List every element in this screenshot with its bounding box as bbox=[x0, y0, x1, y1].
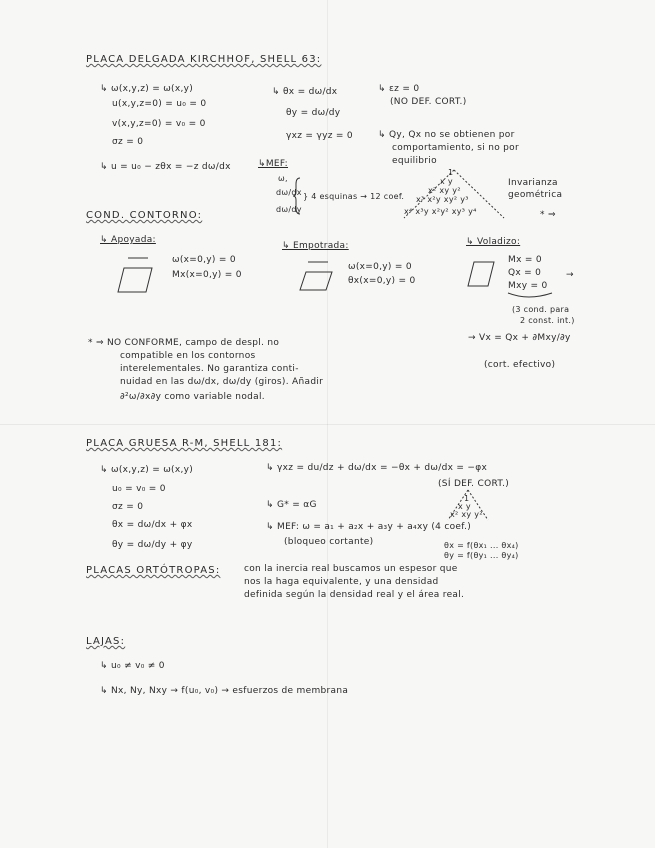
voladizo-note: (3 cond. para bbox=[512, 305, 570, 314]
voladizo-brace bbox=[508, 293, 552, 297]
mef-label: ↳MEF: bbox=[258, 159, 289, 169]
voladizo-eq: Mxy = 0 bbox=[508, 281, 548, 291]
kirchhoff-eq: ↳ ω(x,y,z) = ω(x,y) bbox=[100, 84, 194, 94]
kirchhoff-eq: γxz = γyz = 0 bbox=[286, 131, 353, 141]
kirchhoff-note: ↳ Qy, Qx no se obtienen por bbox=[378, 130, 515, 140]
pascal-outline bbox=[448, 490, 488, 520]
empotrada-eq: ω(x=0,y) = 0 bbox=[348, 262, 412, 272]
mindlin-eq: θy = dω/dy + φy bbox=[112, 540, 193, 550]
voladizo-arrow: → bbox=[566, 270, 574, 280]
mef-var: dω/dx bbox=[276, 188, 302, 197]
pascal-row: 1 bbox=[464, 494, 470, 503]
mindlin-title: PLACA GRUESA R-M, SHELL 181: bbox=[86, 438, 283, 449]
lajas-eq: ↳ u₀ ≠ v₀ ≠ 0 bbox=[100, 661, 165, 671]
kirchhoff-note: (NO DEF. CORT.) bbox=[390, 97, 467, 107]
kirchhoff-eq: σz = 0 bbox=[112, 137, 144, 147]
empotrada-label: ↳ Empotrada: bbox=[282, 241, 349, 251]
voladizo-note: 2 const. int.) bbox=[520, 316, 575, 325]
kirchhoff-eq: θy = dω/dy bbox=[286, 108, 341, 118]
kirchhoff-title: PLACA DELGADA KIRCHHOF, SHELL 63: bbox=[86, 54, 322, 65]
non-conform-line: interelementales. No garantiza conti- bbox=[120, 364, 299, 374]
mef-var: ω, bbox=[278, 174, 288, 183]
mindlin-eq: θy = f(θy₁ ... θy₄) bbox=[444, 551, 519, 560]
pascal-row: x y bbox=[458, 502, 471, 511]
kirchhoff-note: ↳ εz = 0 bbox=[378, 84, 420, 94]
kirchhoff-note: equilibrio bbox=[392, 156, 437, 166]
ortotropas-text: definida según la densidad real y el área real. bbox=[244, 590, 465, 600]
pascal-outline bbox=[404, 170, 504, 218]
mef-brace-text: } 4 esquinas → 12 coef. bbox=[303, 192, 405, 201]
mindlin-eq: σz = 0 bbox=[112, 502, 144, 512]
vx-equation: → Vx = Qx + ∂Mxy/∂y bbox=[468, 333, 571, 343]
kirchhoff-eq: ↳ u = u₀ − zθx = −z dω/dx bbox=[100, 162, 231, 172]
lajas-title: LAJAS: bbox=[86, 636, 126, 647]
mindlin-note: (SÍ DEF. CORT.) bbox=[438, 479, 510, 489]
mef-brace bbox=[293, 178, 300, 214]
pascal-row: 1 bbox=[448, 168, 454, 177]
invariance-label: geométrica bbox=[508, 190, 563, 200]
ortotropas-text: nos la haga equivalente, y una densidad bbox=[244, 577, 439, 587]
mef-var: dω/dy bbox=[276, 205, 302, 214]
ortotropas-title: PLACAS ORTÓTROPAS: bbox=[86, 565, 221, 576]
voladizo-label: ↳ Voladizo: bbox=[466, 237, 521, 247]
kirchhoff-eq: ↳ θx = dω/dx bbox=[272, 87, 338, 97]
pascal-row: x y bbox=[440, 177, 453, 186]
kirchhoff-eq: v(x,y,z=0) = v₀ = 0 bbox=[112, 119, 206, 129]
kirchhoff-note: comportamiento, si no por bbox=[392, 143, 519, 153]
apoyada-eq: ω(x=0,y) = 0 bbox=[172, 255, 236, 265]
mindlin-eq: ↳ G* = αG bbox=[266, 500, 317, 510]
boundary-title: COND. CONTORNO: bbox=[86, 210, 203, 221]
lajas-eq: ↳ Nx, Ny, Nxy → f(u₀, v₀) → esfuerzos de membrana bbox=[100, 686, 349, 696]
empotrada-plate bbox=[300, 272, 332, 290]
kirchhoff-eq: u(x,y,z=0) = u₀ = 0 bbox=[112, 99, 207, 109]
mindlin-eq: ↳ γxz = du/dz + dω/dx = −θx + dω/dx = −φx bbox=[266, 463, 488, 473]
mindlin-eq: θx = f(θx₁ ... θx₄) bbox=[444, 541, 519, 550]
mindlin-eq: θx = dω/dx + φx bbox=[112, 520, 193, 530]
non-conform-line: ∂²ω/∂x∂y como variable nodal. bbox=[120, 392, 265, 402]
apoyada-plate bbox=[118, 268, 152, 292]
voladizo-eq: Qx = 0 bbox=[508, 268, 542, 278]
pascal-row: x² xy y² bbox=[428, 186, 461, 195]
ortotropas-text: con la inercia real buscamos un espesor que bbox=[244, 564, 458, 574]
apoyada-label: ↳ Apoyada: bbox=[100, 235, 156, 245]
voladizo-eq: Mx = 0 bbox=[508, 255, 542, 265]
mindlin-note: (bloqueo cortante) bbox=[284, 537, 374, 547]
apoyada-eq: Mx(x=0,y) = 0 bbox=[172, 270, 242, 280]
pascal-row: x² xy y² bbox=[450, 510, 483, 519]
non-conform-line: compatible en los contornos bbox=[120, 351, 256, 361]
invariance-label: Invarianza bbox=[508, 178, 558, 188]
non-conform-line: * ⇒ NO CONFORME, campo de despl. no bbox=[88, 338, 280, 348]
mindlin-eq: u₀ = v₀ = 0 bbox=[112, 484, 166, 494]
mindlin-eq: ↳ MEF: ω = a₁ + a₂x + a₃y + a₄xy (4 coef.) bbox=[266, 522, 472, 532]
voladizo-plate bbox=[468, 262, 494, 286]
non-conform-line: nuidad en las dω/dx, dω/dy (giros). Añadir bbox=[120, 377, 324, 387]
empotrada-eq: θx(x=0,y) = 0 bbox=[348, 276, 416, 286]
mindlin-eq: ↳ ω(x,y,z) = ω(x,y) bbox=[100, 465, 194, 475]
pascal-row: x⁴ x³y x²y² xy³ y⁴ bbox=[404, 207, 477, 216]
pascal-row: x³ x²y xy² y³ bbox=[416, 195, 469, 204]
star-arrow: * ⇒ bbox=[540, 210, 556, 220]
vx-note: (cort. efectivo) bbox=[484, 360, 556, 370]
